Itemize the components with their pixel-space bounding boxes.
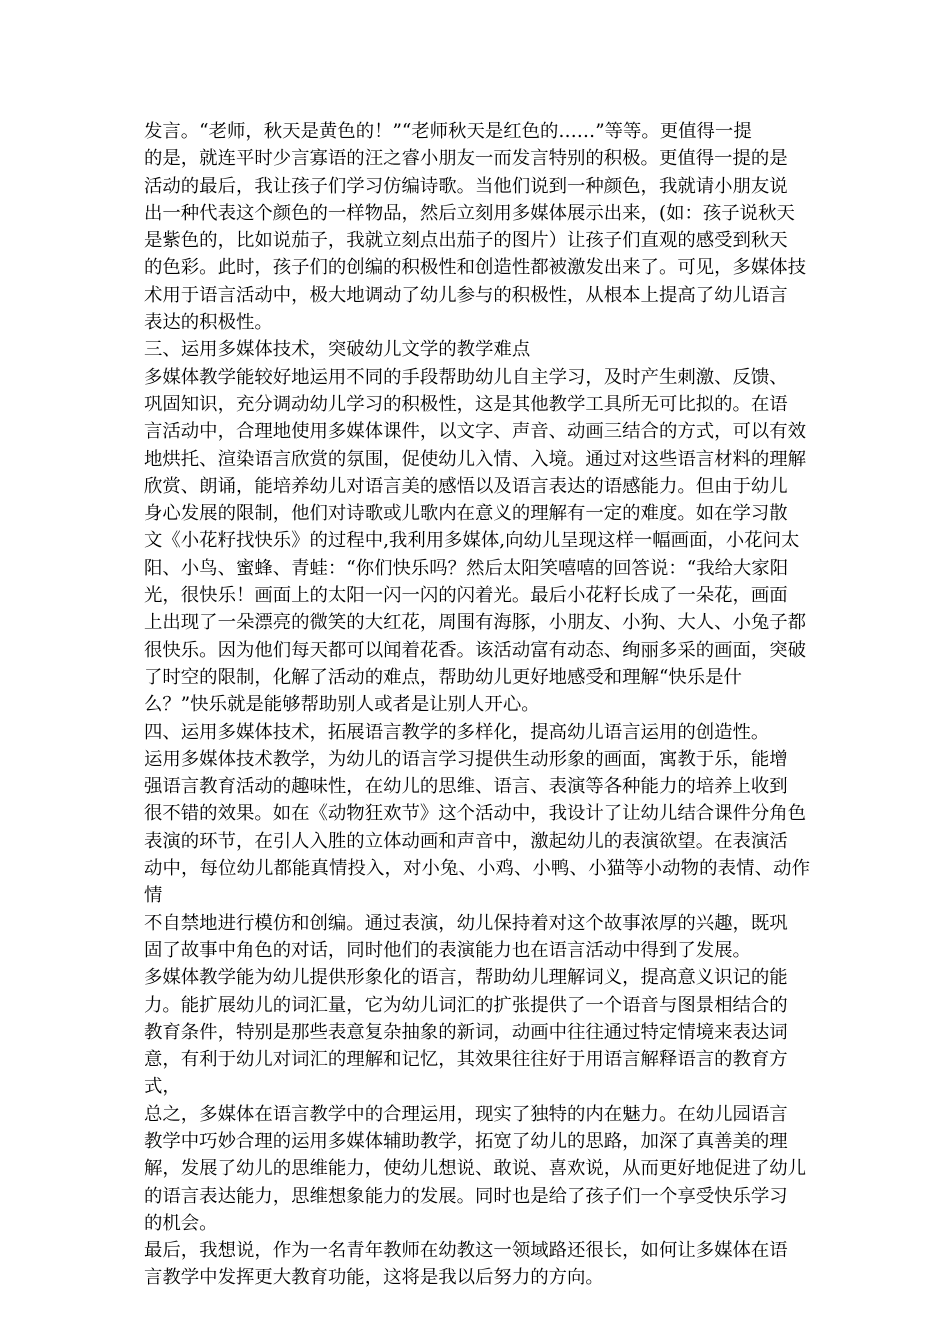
paragraph-section-3: 多媒体教学能较好地运用不同的手段帮助幼儿自主学习，及时产生刺激、反馈、 巩固知识，充分调动幼儿学习的积极性，这是其他教学工具所无可比拟的。在语 言活动中，合理地使用多媒体课件，以文字、声音、动画三结合的方式，可以有效 地烘托、渲染语言欣赏的氛围，促使幼儿入情、入境。通过对这些语言材料的理解 欣赏、朗诵，能培养幼儿对语言美的感悟以及语言表达的语感能力。但由于幼儿 身心发展的限制，他们对诗歌或儿歌内在意义的理解有一定的难度。如在学习散 文《小花籽找快乐》的过程中,我利用多媒体,向幼儿呈现这样一幅画面，小花问太 阳、小鸟、蜜蜂、青蛙：“你们快乐吗？然后太阳笑嘻嘻的回答说：“我给大家阳 光，很快乐！画面上的太阳一闪一闪的闪着光。最后小花籽长成了一朵花，画面 上出现了一朵漂亮的微笑的大红花，周围有海豚，小朋友、小狗、大人、小兔子都 很快乐。因为他们每天都可以闻着花香。该活动富有动态、绚丽多采的画面，突破 了时空的限制，化解了活动的难点，帮助幼儿更好地感受和理解“快乐是什 么？”快乐就是能够帮助别人或者是让别人开心。 bbox=[144, 366, 807, 716]
document-body bbox=[144, 118, 810, 1292]
section-heading-4: 四、运用多媒体技术，拓展语言教学的多样化，提高幼儿语言运用的创造性。 bbox=[144, 721, 770, 743]
paragraph-intro-continuation: 发言。“老师，秋天是黄色的！”“老师秋天是红色的……”等等。更值得一提 的是，就连平时少言寡语的汪之睿小朋友一而发言特别的积极。更值得一提的是 活动的最后，我让孩子们学习仿编诗歌。当他们说到一种颜色，我就请小朋友说 出一种代表这个颜色的一样物品，然后立刻用多媒体展示出来，(如：孩子说秋天 是紫色的，比如说茄子，我就立刻点出茄子的图片）让孩子们直观的感受到秋天 的色彩。此时，孩子们的创编的积极性和创造性都被激发出来了。可见，多媒体技 术用于语言活动中，极大地调动了幼儿参与的积极性，从根本上提高了幼儿语言 表达的积极性。 bbox=[144, 121, 807, 334]
paragraph-section-4-a: 运用多媒体技术教学，为幼儿的语言学习提供生动形象的画面，寓教于乐，能增 强语言教育活动的趣味性，在幼儿的思维、语言、表演等各种能力的培养上收到 很不错的效果。如在《动物狂欢节》这个活动中，我设计了让幼儿结合课件分角色 表演的环节，在引人入胜的立体动画和声音中，激起幼儿的表演欲望。在表演活 动中，每位幼儿都能真情投入，对小兔、小鸡、小鸭、小猫等小动物的表情、动作情 不自禁地进行模仿和创编。通过表演，幼儿保持着对这个故事浓厚的兴趣，既巩 固了故事中角色的对话，同时他们的表演能力也在语言活动中得到了发展。 bbox=[144, 748, 810, 961]
paragraph-closing: 最后，我想说，作为一名青年教师在幼教这一领域路还很长，如何让多媒体在语 言教学中发挥更大教育功能，这将是我以后努力的方向。 bbox=[144, 1240, 788, 1289]
paragraph-section-4-b: 多媒体教学能为幼儿提供形象化的语言，帮助幼儿理解词义，提高意义识记的能 力。能扩展幼儿的词汇量，它为幼儿词汇的扩张提供了一个语音与图景相结合的 教育条件，特别是那些表意复杂抽象的新词，动画中往往通过特定情境来表达词 意，有利于幼儿对词汇的理解和记忆，其效果往往好于用语言解释语言的教育方 式， bbox=[144, 967, 788, 1098]
paragraph-conclusion: 总之，多媒体在语言教学中的合理运用，现实了独特的内在魅力。在幼儿园语言 教学中巧妙合理的运用多媒体辅助教学，拓宽了幼儿的思路，加深了真善美的理 解，发展了幼儿的思维能力，使幼儿想说、敢说、喜欢说，从而更好地促进了幼儿 的语言表达能力，思维想象能力的发展。同时也是给了孩子们一个享受快乐学习 的机会。 bbox=[144, 1103, 807, 1234]
section-heading-3: 三、运用多媒体技术，突破幼儿文学的教学难点 bbox=[144, 339, 531, 361]
